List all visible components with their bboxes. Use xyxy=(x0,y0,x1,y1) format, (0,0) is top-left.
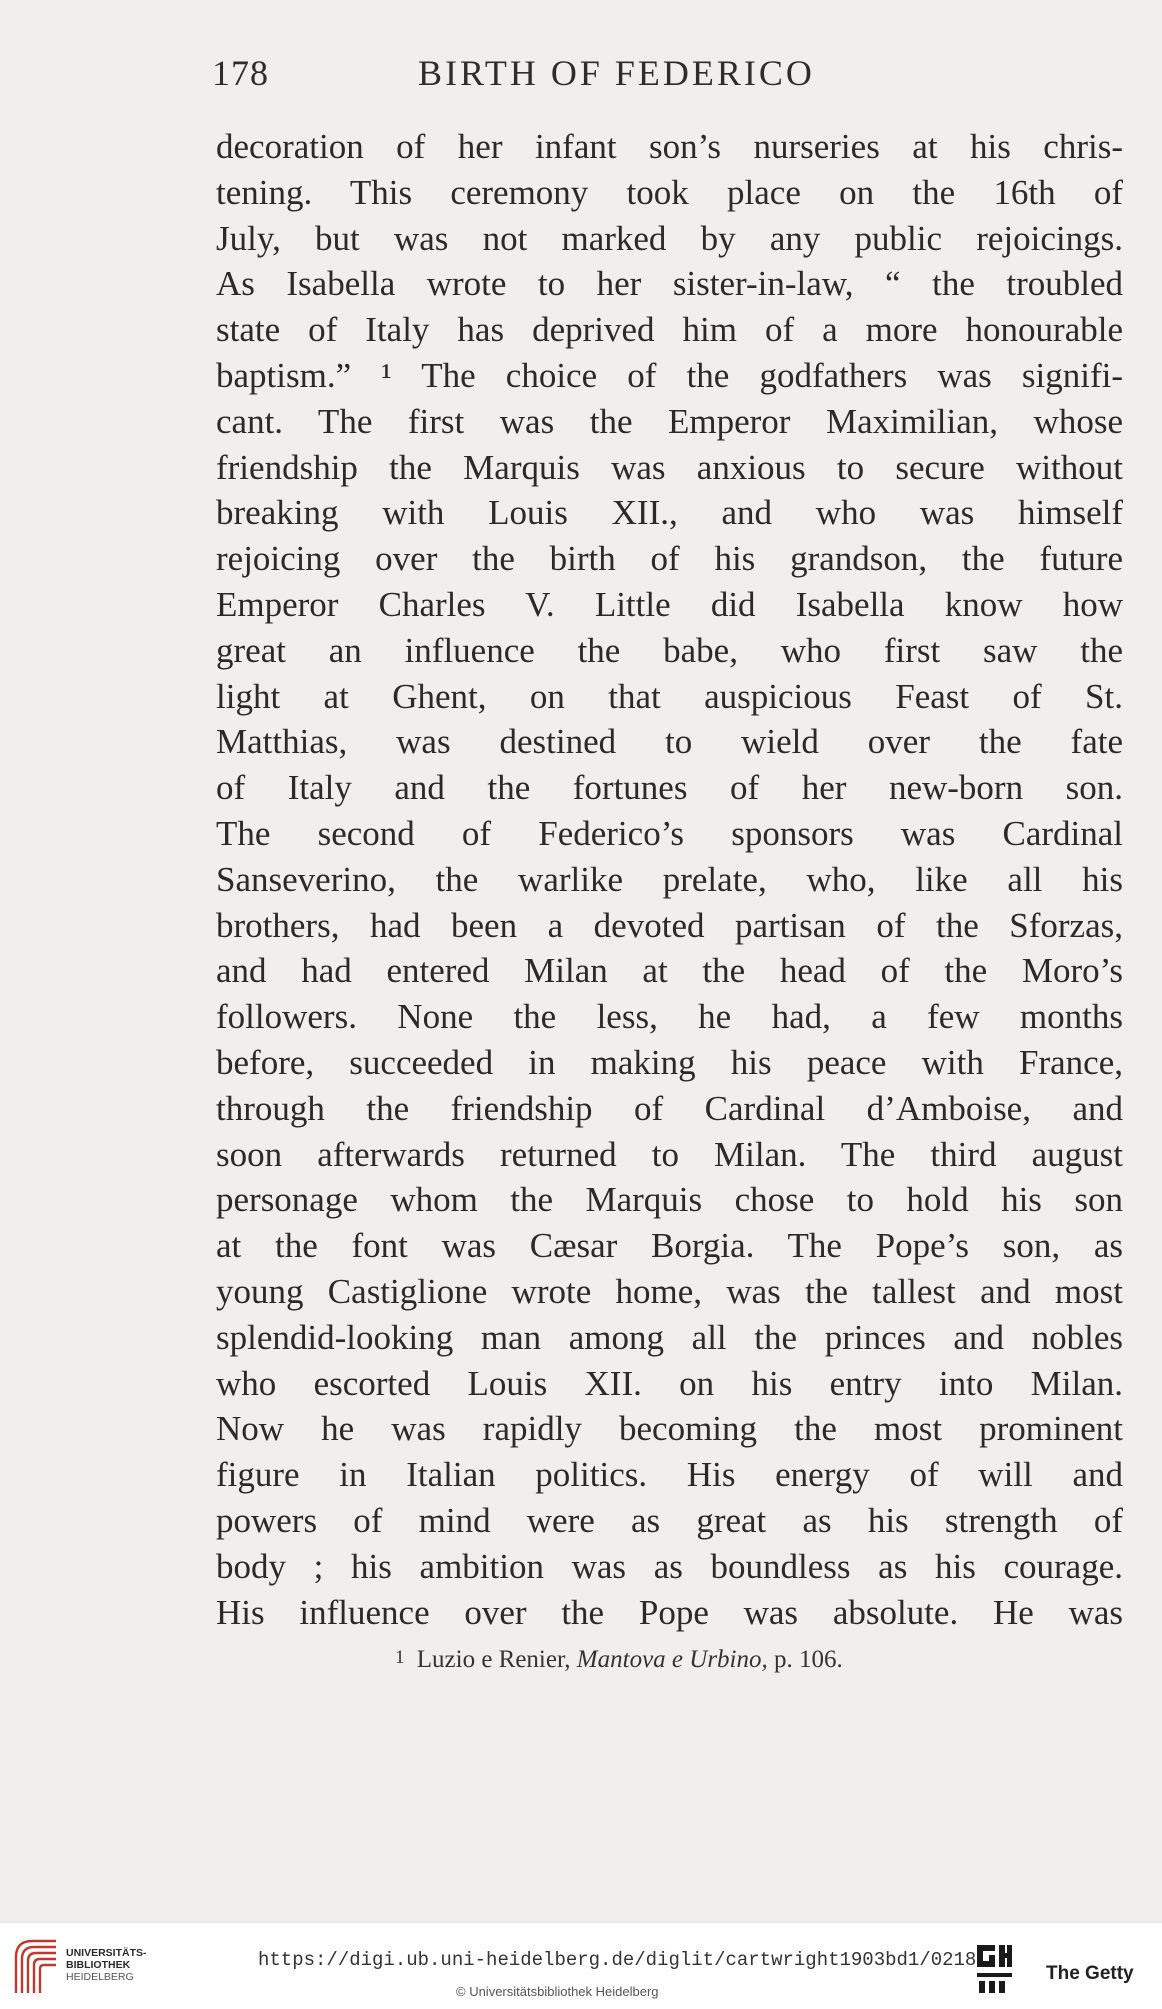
text-line: friendship the Marquis was anxious to secure without xyxy=(216,447,1123,487)
permalink-url[interactable]: https://digi.ub.uni-heidelberg.de/diglit/cartwright1903bd1/0218 xyxy=(258,1949,977,1971)
text-line: of Italy and the fortunes of her new-born son. xyxy=(216,768,1123,808)
text-line: figure in Italian politics. His energy of will and xyxy=(216,1455,1123,1495)
text-line: soon afterwards returned to Milan. The third august xyxy=(216,1134,1123,1174)
getty-logo-icon[interactable] xyxy=(975,1943,1013,1995)
footnote-mark: 1 xyxy=(395,1647,405,1668)
viewer-footer xyxy=(0,1922,1162,2009)
heidelberg-library-logo-icon[interactable] xyxy=(10,1935,62,1997)
text-line: powers of mind were as great as his strength of xyxy=(216,1500,1123,1540)
library-name xyxy=(66,1947,147,1983)
running-title: BIRTH OF FEDERICO xyxy=(418,53,815,93)
text-line: His influence over the Pope was absolute. He was xyxy=(216,1592,1123,1632)
text-line: light at Ghent, on that auspicious Feast of St. xyxy=(216,676,1123,716)
text-line: body ; his ambition was as boundless as his courage. xyxy=(216,1546,1123,1586)
text-line: tening. This ceremony took place on the 16th of xyxy=(216,172,1123,212)
page-number: 178 xyxy=(212,53,269,93)
text-line: breaking with Louis XII., and who was himself xyxy=(216,493,1123,533)
text-line: Emperor Charles V. Little did Isabella know how xyxy=(216,584,1123,624)
library-name-line3: HEIDELBERG xyxy=(66,1971,134,1983)
library-name-line2: BIBLIOTHEK xyxy=(66,1959,131,1971)
text-line: As Isabella wrote to her sister-in-law, “ the troubled xyxy=(216,264,1123,304)
text-line: rejoicing over the birth of his grandson, the future xyxy=(216,539,1123,579)
text-line: splendid-looking man among all the princes and nobles xyxy=(216,1317,1123,1357)
footnote-work-title: Mantova e Urbino, xyxy=(576,1646,768,1673)
text-line: Matthias, was destined to wield over the fate xyxy=(216,722,1123,762)
text-line: personage whom the Marquis chose to hold his son xyxy=(216,1180,1123,1220)
text-line: young Castiglione wrote home, was the tallest and most xyxy=(216,1271,1123,1311)
text-line: decoration of her infant son’s nurseries at his chris- xyxy=(216,127,1123,166)
text-line: The second of Federico’s sponsors was Cardinal xyxy=(216,813,1123,853)
footnote-authors: Luzio e Renier, xyxy=(416,1646,571,1673)
text-line: July, but was not marked by any public rejoicings. xyxy=(216,218,1123,258)
text-line: brothers, had been a devoted partisan of the Sforzas, xyxy=(216,905,1123,945)
footnote xyxy=(395,1646,843,1674)
text-line: cant. The first was the Emperor Maximilian, whose xyxy=(216,401,1123,441)
text-line: through the friendship of Cardinal d’Amboise, and xyxy=(216,1088,1123,1128)
body-text xyxy=(216,124,1123,1635)
running-head xyxy=(212,52,912,102)
text-line: Sanseverino, the warlike prelate, who, like all his xyxy=(216,859,1123,899)
text-line: state of Italy has deprived him of a more honourable xyxy=(216,310,1123,350)
partner-name: The Getty xyxy=(1046,1963,1134,1984)
text-line: at the font was Cæsar Borgia. The Pope’s son, as xyxy=(216,1226,1123,1266)
text-line: and had entered Milan at the head of the Moro’s xyxy=(216,951,1123,991)
text-line: who escorted Louis XII. on his entry into Milan. xyxy=(216,1363,1123,1403)
text-line: baptism.” ¹ The choice of the godfathers was signifi- xyxy=(216,355,1123,395)
footnote-page-ref: p. 106. xyxy=(774,1646,843,1673)
copyright-notice: © Universitätsbibliothek Heidelberg xyxy=(456,1984,659,1999)
library-name-line1: UNIVERSITÄTS- xyxy=(66,1947,147,1959)
text-line: followers. None the less, he had, a few months xyxy=(216,997,1123,1037)
text-line: great an influence the babe, who first saw the xyxy=(216,630,1123,670)
text-line: Now he was rapidly becoming the most prominent xyxy=(216,1409,1123,1449)
text-line: before, succeeded in making his peace with France, xyxy=(216,1042,1123,1082)
